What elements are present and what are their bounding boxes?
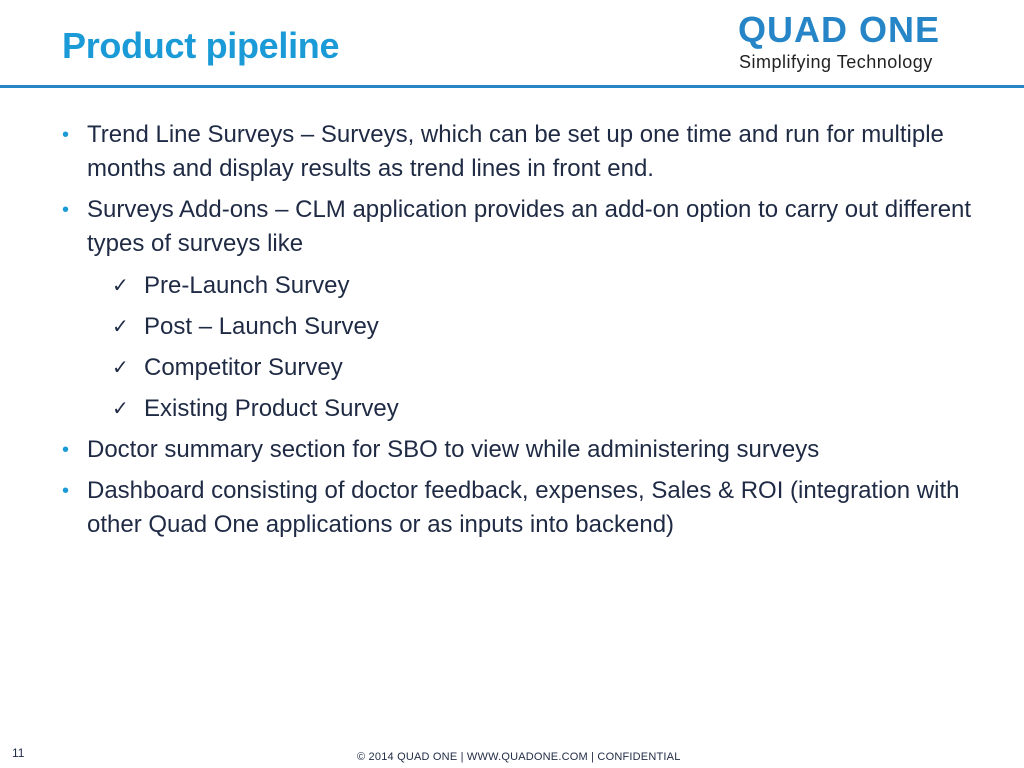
survey-type-label: Competitor Survey — [144, 354, 343, 381]
survey-type-label: Pre-Launch Survey — [144, 272, 350, 299]
survey-type-label: Post – Launch Survey — [144, 313, 379, 340]
bullet-item — [62, 474, 982, 542]
title-divider — [0, 85, 1024, 88]
survey-type-item — [87, 392, 982, 426]
slide-title: Product pipeline — [62, 25, 340, 66]
bullet-dot-icon: • — [62, 124, 70, 146]
page-number: 11 — [12, 746, 25, 760]
bullet-text: Trend Line Surveys – Surveys, which can be set up one time and run for multiple months and display results as trend lines in front end. — [87, 121, 944, 182]
company-logo — [738, 9, 982, 76]
logo-tagline: Simplifying Technology — [739, 52, 933, 72]
logo-wordmark: QUAD ONE — [738, 9, 941, 50]
bullet-item — [62, 433, 982, 467]
checkmark-icon: ✓ — [112, 357, 129, 379]
checkmark-icon: ✓ — [112, 398, 129, 420]
bullet-item — [62, 118, 982, 186]
survey-type-item — [87, 310, 982, 344]
survey-type-item — [87, 351, 982, 385]
bullet-text: Doctor summary section for SBO to view while administering surveys — [87, 436, 820, 463]
bullet-dot-icon: • — [62, 439, 70, 461]
bullet-dot-icon: • — [62, 480, 70, 502]
bullet-text: Dashboard consisting of doctor feedback, expenses, Sales & ROI (integration with other Quad One applications or as inputs into backend) — [87, 477, 960, 538]
footer-text: © 2014 QUAD ONE | WWW.QUADONE.COM | CONFIDENTIAL — [357, 751, 681, 763]
survey-type-list — [87, 269, 982, 426]
bullet-text: Surveys Add-ons – CLM application provides an add-on option to carry out different types of surveys like — [87, 196, 972, 257]
checkmark-icon: ✓ — [112, 275, 129, 297]
checkmark-icon: ✓ — [112, 316, 129, 338]
bullet-item — [62, 193, 982, 426]
survey-type-label: Existing Product Survey — [144, 395, 399, 422]
bullet-dot-icon: • — [62, 199, 70, 221]
survey-type-item — [87, 269, 982, 303]
bullet-list — [62, 118, 982, 549]
